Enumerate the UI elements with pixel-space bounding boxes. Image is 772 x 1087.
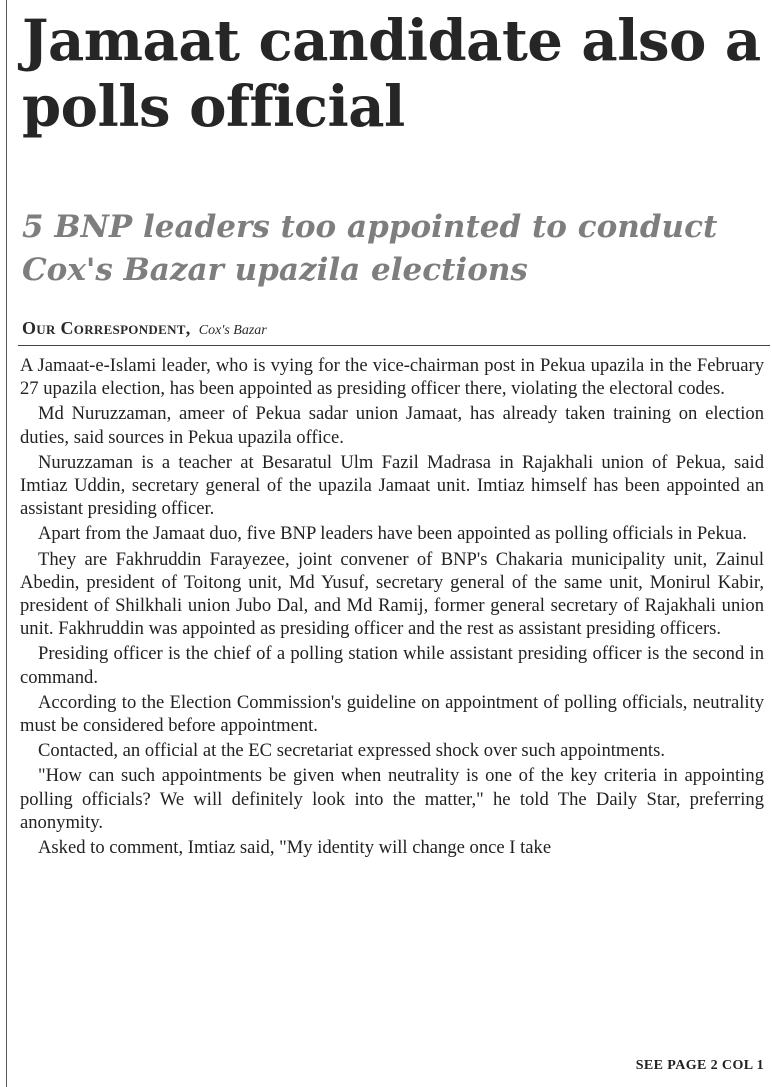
paragraph: Contacted, an official at the EC secretariat expressed shock over such appointments.	[38, 740, 665, 762]
paragraph: A Jamaat-e-Islami leader, who is vying for the vice-chairman post in Pekua upazila in the February 27 upazila election, has been appointed as presiding officer there, violating the electoral codes.	[20, 355, 764, 400]
byline-name: Our Correspondent,	[22, 318, 191, 338]
byline-divider	[18, 345, 770, 346]
paragraph: Apart from the Jamaat duo, five BNP leaders have been appointed as polling officials in Pekua.	[38, 523, 747, 545]
paragraph: Md Nuruzzaman, ameer of Pekua sadar union Jamaat, has already taken training on election duties, said sources in Pekua upazila office.	[20, 403, 764, 448]
byline	[22, 318, 267, 339]
paragraph: Nuruzzaman is a teacher at Besaratul Ulm Fazil Madrasa in Rajakhali union of Pekua, said Imtiaz Uddin, secretary general of the upazila Jamaat unit. Imtiaz himself has been appointed an assistant presiding officer.	[20, 451, 764, 520]
paragraph: According to the Election Commission's guideline on appointment of polling officials, neutrality must be considered before appointment.	[20, 691, 764, 737]
byline-place: Cox's Bazar	[198, 323, 267, 338]
continued-on-page: SEE PAGE 2 COL 1	[635, 1058, 764, 1073]
subheadline: 5 BNP leaders too appointed to conduct Cox's Bazar upazila elections	[22, 209, 718, 288]
column-rule	[6, 0, 7, 1087]
paragraph: Asked to comment, Imtiaz said, "My identity will change once I take	[38, 837, 552, 859]
paragraph: "How can such appointments be given when neutrality is one of the key criteria in appointing polling officials? We will definitely look into the matter," he told The Daily Star, preferring anonymity.	[20, 765, 764, 833]
paragraph: They are Fakhruddin Farayezee, joint convener of BNP's Chakaria municipality unit, Zainul Abedin, president of Toitong unit, Md Yusuf, secretary general of the same unit, Monirul Kabir, president of Shilkhali union Jubo Dal, and Md Ramij, former general secretary of Rajakhali union unit. Fakhruddin was appointed as presiding officer and the rest as assistant presiding officers.	[20, 548, 764, 640]
paragraph: Presiding officer is the chief of a polling station while assistant presiding officer is the second in command.	[20, 643, 764, 688]
headline: Jamaat candidate also a polls official	[22, 8, 761, 140]
article-body	[20, 354, 764, 861]
